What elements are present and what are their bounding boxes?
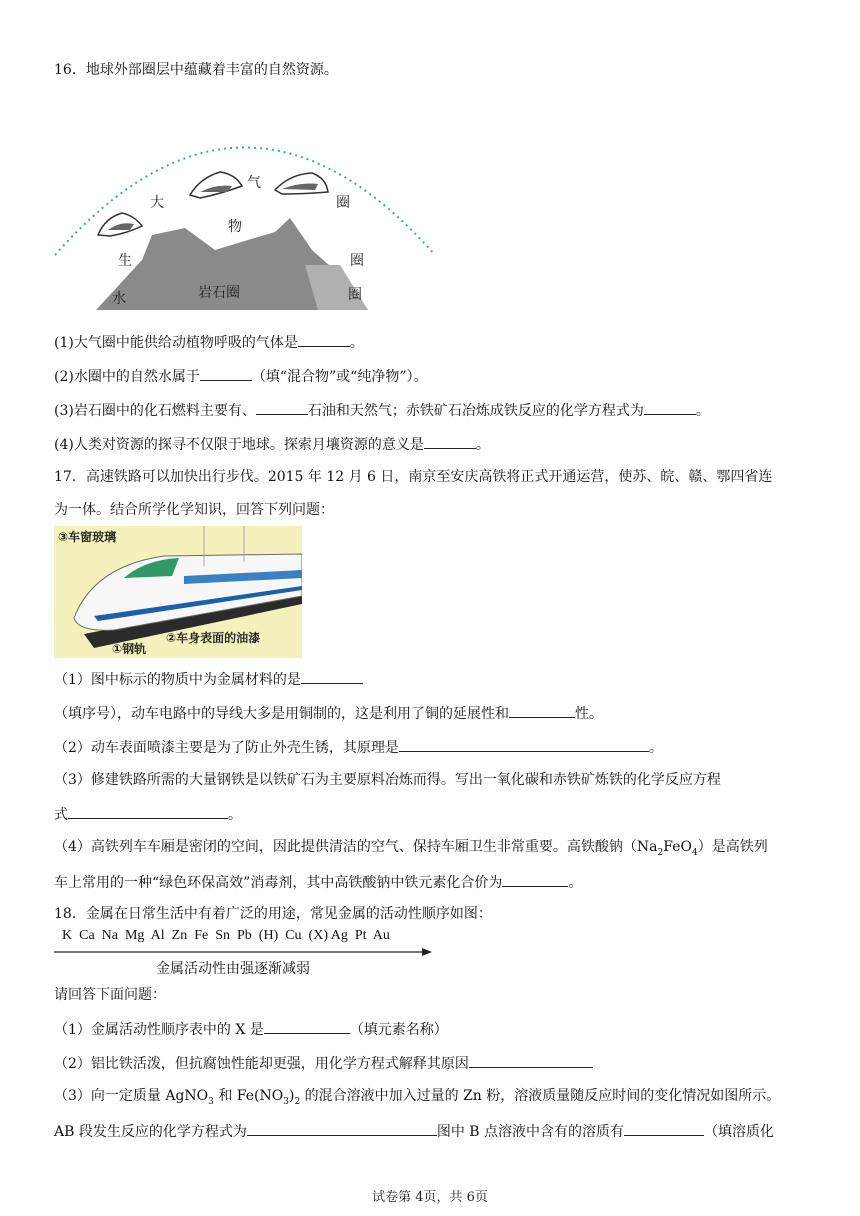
- answer-blank[interactable]: [424, 433, 476, 449]
- q16-part2: (2)水圈中的自然水属于 （填“混合物”或“纯净物”）。: [54, 365, 427, 387]
- answer-blank[interactable]: [502, 871, 568, 887]
- answer-blank[interactable]: [68, 803, 228, 819]
- q18-part1: （1）金属活动性顺序表中的 X 是 （填元素名称）: [54, 1018, 448, 1040]
- answer-blank[interactable]: [644, 399, 696, 415]
- cloud-icon: [190, 172, 242, 198]
- cloud-icon: [275, 173, 328, 194]
- label-quan-water: 圈: [348, 287, 362, 303]
- activity-series-figure: [54, 928, 434, 978]
- q18-part2: （2）铝比铁活泼，但抗腐蚀性能却更强，用化学方程式解释其原因: [54, 1052, 593, 1074]
- q17-part2: （2）动车表面喷漆主要是为了防止外壳生锈，其原理是 。: [54, 736, 663, 758]
- q17-stem-line2: 为一体。结合所学化学知识，回答下列问题：: [54, 502, 334, 518]
- label-wu: 物: [228, 219, 242, 235]
- answer-blank[interactable]: [298, 331, 350, 347]
- answer-blank[interactable]: [469, 1052, 593, 1068]
- answer-blank[interactable]: [509, 702, 575, 718]
- label-sheng: 生: [118, 253, 132, 269]
- answer-blank[interactable]: [301, 668, 363, 684]
- activity-series-text: K Ca Na Mg Al Zn Fe Sn Pb (H) Cu (X) Ag Pt Au: [62, 928, 390, 943]
- label-da: 大: [150, 195, 164, 211]
- q17-part1-cont: （填序号），动车电路中的导线大多是用铜制的，这是利用了铜的延展性和 性。: [54, 702, 603, 724]
- q17-part4-cont: 车上常用的一种“绿色环保高效”消毒剂，其中高铁酸钠中铁元素化合价为 。: [54, 871, 582, 893]
- train-figure: [54, 526, 302, 658]
- answer-blank[interactable]: [624, 1120, 704, 1136]
- atmosphere-arc: [55, 148, 435, 256]
- label-steel-rail: ①钢轨: [112, 642, 147, 656]
- page-footer: 试卷第 4页，共 6页: [372, 1190, 488, 1205]
- q17-part3: （3）修建铁路所需的大量钢铁是以铁矿石为主要原料冶炼而得。写出一氧化碳和赤铁矿炼铁的化学反应方程: [54, 772, 721, 788]
- arrow-label: 金属活动性由强逐渐减弱: [156, 961, 310, 977]
- q18-part3-cont: AB 段发生反应的化学方程式为 图中 B 点溶液中含有的溶质有 （填溶质化: [54, 1120, 774, 1142]
- q16-part1: (1)大气圈中能供给动植物呼吸的气体是 。: [54, 331, 364, 353]
- cloud-icon: [98, 213, 142, 236]
- label-paint: ②车身表面的油漆: [166, 631, 261, 645]
- q17-part3-cont: 式 。: [54, 803, 242, 825]
- q17-part1: （1）图中标示的物质中为金属材料的是: [54, 668, 363, 690]
- q16-stem: 16．地球外部圈层中蕴藏着丰富的自然资源。: [54, 62, 338, 78]
- q17-part4: （4）高铁列车车厢是密闭的空间，因此提供清洁的空气、保持车厢卫生非常重要。高铁酸钠$(Na_2FeO_4)$是高铁列: [54, 839, 768, 858]
- label-qi: 气: [247, 175, 261, 191]
- q16-part3: (3)岩石圈中的化石燃料主要有、 石油和天然气；赤铁矿石冶炼成铁反应的化学方程式为 。: [54, 399, 710, 421]
- answer-blank[interactable]: [256, 399, 308, 415]
- q18-stem: 18．金属在日常生活中有着广泛的用途，常见金属的活动性顺序如图：: [54, 906, 492, 922]
- label-window-glass: ③车窗玻璃: [58, 530, 117, 544]
- q18-ask: 请回答下面问题：: [54, 987, 166, 1003]
- q16-part4: (4)人类对资源的探寻不仅限于地球。探索月壤资源的意义是 。: [54, 433, 490, 455]
- answer-blank[interactable]: [200, 365, 252, 381]
- label-quan-bio: 圈: [350, 253, 364, 269]
- answer-blank[interactable]: [399, 736, 649, 752]
- earth-spheres-svg: [50, 100, 440, 315]
- answer-blank[interactable]: [247, 1120, 437, 1136]
- label-quan-atmosphere: 圈: [336, 195, 350, 211]
- q18-part3: （3）向一定质量 AgNO$_3$ 和 $Fe(NO_3)_2$ 的混合溶液中加入过量的 Zn 粉，溶液质量随反应时间的变化情况如图所示。: [54, 1088, 781, 1107]
- earth-spheres-figure: [50, 100, 440, 315]
- q17-stem-line1: 17．高速铁路可以加快出行步伐。2015 年 12 月 6 日，南京至安庆高铁将正式开通运营，使苏、皖、赣、鄂四省连: [54, 469, 773, 485]
- answer-blank[interactable]: [264, 1018, 350, 1034]
- label-lithosphere: 岩石圈: [198, 285, 240, 301]
- label-shui: 水: [112, 291, 126, 307]
